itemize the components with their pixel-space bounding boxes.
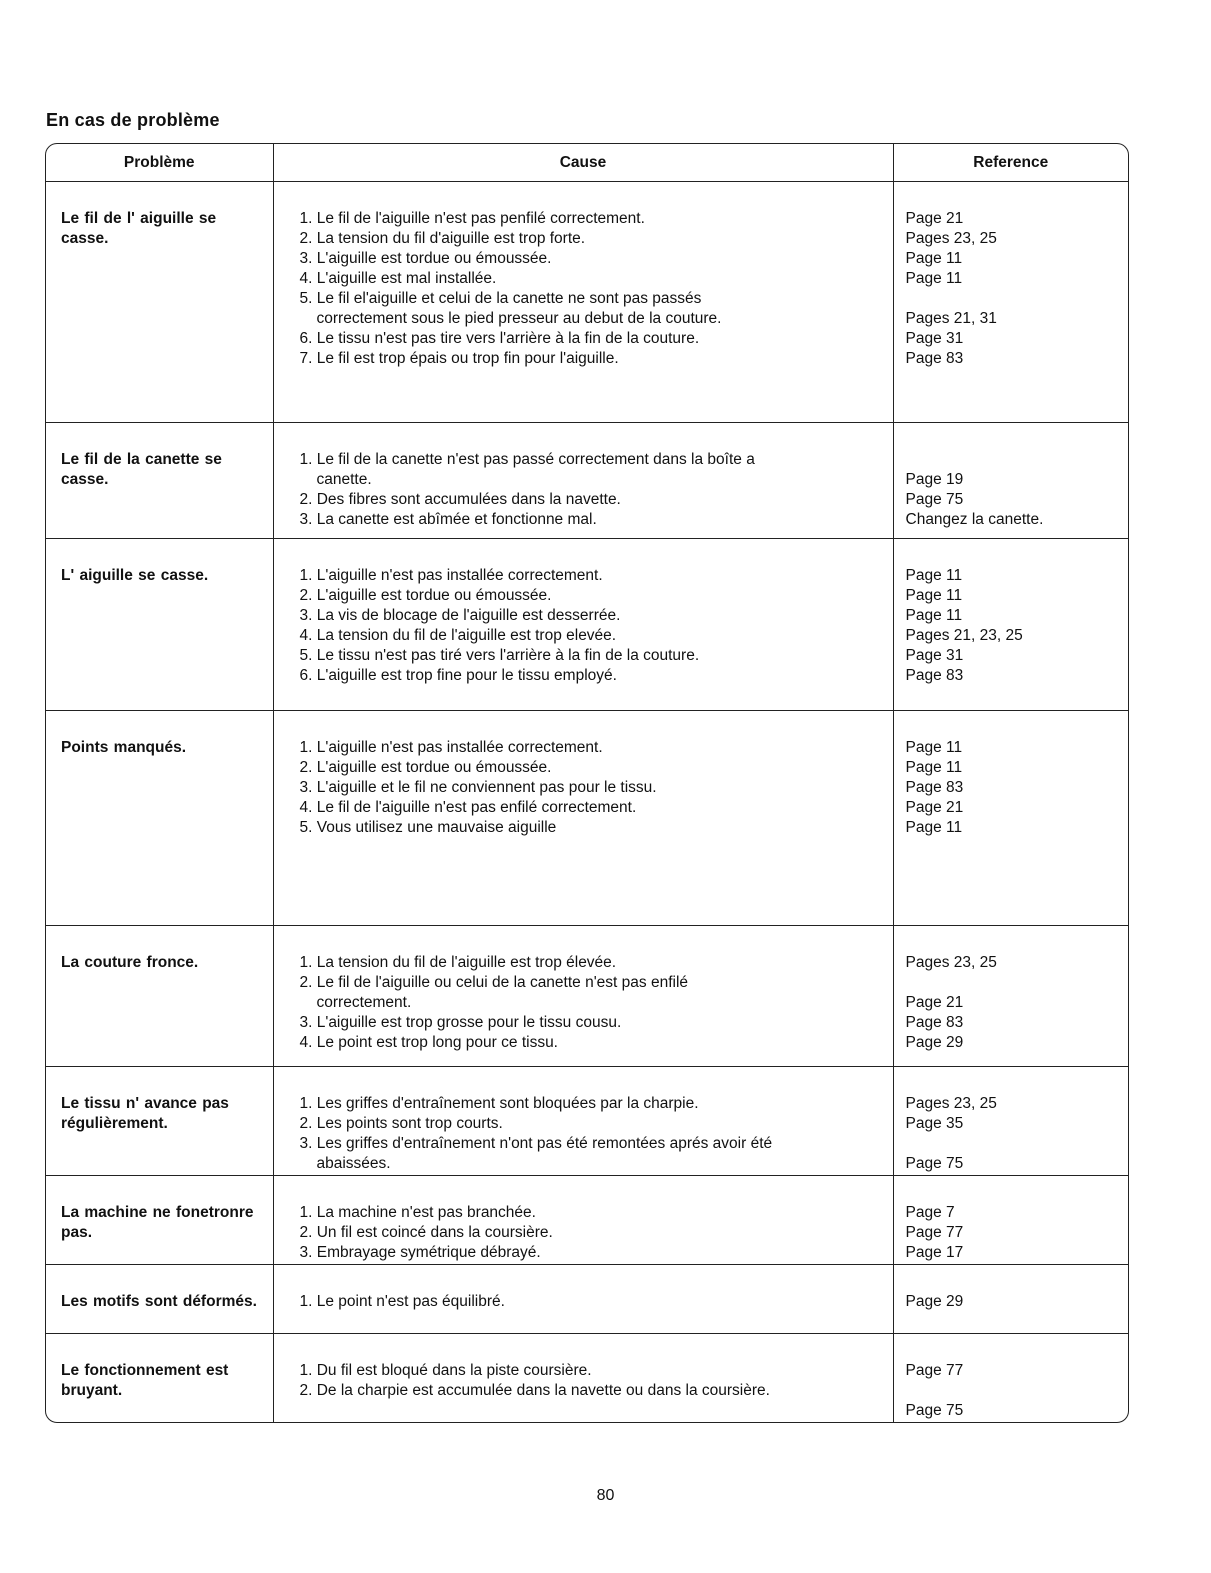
reference-line: Page 83 — [905, 1014, 964, 1031]
table-row — [46, 423, 1128, 539]
cause-line: 4. Le fil de l'aiguille n'est pas enfilé correctement. — [299, 799, 637, 816]
cause-cell — [273, 182, 893, 423]
reference-line: Pages 21, 23, 25 — [905, 627, 1023, 644]
cause-line: 2. L'aiguille est tordue ou émoussée. — [299, 587, 552, 604]
reference-line: Page 83 — [905, 667, 964, 684]
cause-line: 3. L'aiguille est trop grosse pour le tissu cousu. — [299, 1014, 622, 1031]
reference-line: Pages 23, 25 — [905, 230, 997, 247]
reference-cell — [893, 182, 1128, 423]
reference-line: Page 83 — [905, 779, 964, 796]
cause-line: 5. Vous utilisez une mauvaise aiguille — [299, 819, 557, 836]
reference-line: Page 83 — [905, 350, 964, 367]
reference-line: Page 11 — [905, 739, 963, 756]
reference-line — [906, 1381, 1128, 1401]
cause-cell — [273, 926, 893, 1067]
reference-line: Page 29 — [905, 1034, 964, 1051]
problem-cell: Le fil de l' aiguille se casse. — [61, 210, 217, 247]
cause-cell — [273, 711, 893, 926]
table-row — [46, 1334, 1128, 1423]
reference-line: Pages 23, 25 — [905, 1095, 997, 1112]
reference-line — [906, 973, 1128, 993]
cause-line: 1. Le fil de la canette n'est pas passé correctement dans la boîte a — [299, 451, 755, 468]
cause-line: 3. L'aiguille est tordue ou émoussée. — [299, 250, 552, 267]
cause-line: 3. La canette est abîmée et fonctionne mal. — [299, 511, 597, 528]
cause-line: 4. La tension du fil de l'aiguille est trop elevée. — [299, 627, 617, 644]
reference-cell — [893, 1265, 1128, 1334]
cause-line: 1. Les griffes d'entraînement sont bloquées par la charpie. — [299, 1095, 699, 1112]
reference-cell — [893, 423, 1128, 539]
reference-line: Page 11 — [905, 270, 963, 287]
reference-line: Pages 21, 31 — [905, 310, 997, 327]
cause-line: 1. Le fil de l'aiguille n'est pas penfilé correctement. — [299, 210, 645, 227]
reference-cell — [893, 926, 1128, 1067]
reference-line — [906, 289, 1128, 309]
cause-line: 1. L'aiguille n'est pas installée correctement. — [299, 567, 603, 584]
table-header-row — [46, 144, 1128, 182]
reference-line: Changez la canette. — [905, 511, 1044, 528]
cause-line: 6. L'aiguille est trop fine pour le tissu employé. — [299, 667, 617, 684]
cause-line: 5. Le tissu n'est pas tiré vers l'arrière à la fin de la couture. — [299, 647, 700, 664]
reference-cell — [893, 711, 1128, 926]
cause-line: 3. L'aiguille et le fil ne conviennent pas pour le tissu. — [299, 779, 657, 796]
cause-line: 3. Les griffes d'entraînement n'ont pas été remontées aprés avoir été — [299, 1135, 773, 1152]
table-row — [46, 1067, 1128, 1176]
cause-line: 2. Des fibres sont accumulées dans la navette. — [299, 491, 621, 508]
problem-cell: La machine ne fonetronre pas. — [46, 1176, 273, 1265]
cause-line: 6. Le tissu n'est pas tire vers l'arrière à la fin de la couture. — [299, 330, 700, 347]
table-row — [46, 1265, 1128, 1334]
header-cause: Cause — [273, 144, 893, 182]
cause-cell — [273, 1334, 893, 1423]
reference-line: Page 11 — [905, 250, 963, 267]
reference-line: Page 75 — [905, 491, 964, 508]
reference-line: Page 19 — [905, 471, 964, 488]
troubleshooting-table — [45, 143, 1129, 1423]
page-number: 80 — [596, 1487, 615, 1504]
cause-line: 1. La machine n'est pas branchée. — [299, 1204, 536, 1221]
table-row — [46, 182, 1128, 423]
problem-cell: Le fonctionnement est bruyant. — [46, 1334, 273, 1423]
cause-line: correctement. — [316, 994, 412, 1011]
cause-line: abaissées. — [316, 1155, 391, 1172]
table-row — [46, 1176, 1128, 1265]
cause-cell — [273, 1265, 893, 1334]
table-row — [46, 711, 1128, 926]
reference-line: Page 11 — [905, 567, 963, 584]
reference-cell — [893, 1176, 1128, 1265]
problem-cell: L' aiguille se casse. — [46, 539, 273, 711]
cause-line: 2. Un fil est coincé dans la coursière. — [299, 1224, 553, 1241]
reference-line: Page 11 — [905, 607, 963, 624]
reference-line: Page 29 — [905, 1293, 964, 1310]
cause-line: 2. La tension du fil d'aiguille est trop forte. — [299, 230, 586, 247]
reference-line: Page 11 — [905, 587, 963, 604]
cause-line: 7. Le fil est trop épais ou trop fin pour l'aiguille. — [299, 350, 619, 367]
cause-line: 2. De la charpie est accumulée dans la navette ou dans la coursière. — [299, 1382, 770, 1399]
cause-line: 2. Le fil de l'aiguille ou celui de la canette n'est pas enfilé — [299, 974, 689, 991]
cause-line: 5. Le fil el'aiguille et celui de la canette ne sont pas passés — [299, 290, 702, 307]
reference-line: Page 17 — [905, 1244, 964, 1261]
header-reference: Reference — [893, 144, 1128, 182]
reference-cell — [893, 539, 1128, 711]
reference-line: Page 21 — [905, 994, 964, 1011]
cause-line: 2. L'aiguille est tordue ou émoussée. — [299, 759, 552, 776]
table-row — [46, 539, 1128, 711]
reference-line: Pages 23, 25 — [905, 954, 997, 971]
page-title: En cas de problème — [46, 110, 220, 130]
reference-line: Page 31 — [905, 330, 964, 347]
cause-line: correctement sous le pied presseur au debut de la couture. — [316, 310, 722, 327]
problem-cell: Le fil de la canette se casse. — [46, 423, 273, 539]
problem-cell: La couture fronce. — [46, 926, 273, 1067]
cause-line: 1. L'aiguille n'est pas installée correctement. — [299, 739, 603, 756]
reference-line: Page 21 — [905, 210, 964, 227]
table-row — [46, 926, 1128, 1067]
cause-line: 2. Les points sont trop courts. — [299, 1115, 503, 1132]
cause-cell — [273, 539, 893, 711]
cause-line: 1. Le point n'est pas équilibré. — [299, 1293, 505, 1310]
cause-cell — [273, 1176, 893, 1265]
cause-line: canette. — [316, 471, 372, 488]
reference-line: Page 21 — [905, 799, 964, 816]
reference-line: Page 7 — [905, 1204, 955, 1221]
reference-cell — [893, 1067, 1128, 1176]
reference-line: Page 31 — [905, 647, 964, 664]
reference-line: Page 75 — [905, 1402, 964, 1419]
reference-line — [906, 450, 1128, 470]
cause-line: 3. Embrayage symétrique débrayé. — [299, 1244, 541, 1261]
cause-line: 3. La vis de blocage de l'aiguille est desserrée. — [299, 607, 621, 624]
cause-cell — [273, 423, 893, 539]
reference-line: Page 11 — [905, 759, 963, 776]
cause-line: 4. L'aiguille est mal installée. — [299, 270, 497, 287]
problem-cell: Le tissu n' avance pas régulièrement. — [46, 1067, 273, 1176]
reference-line: Page 75 — [905, 1155, 964, 1172]
reference-line: Page 11 — [905, 819, 963, 836]
reference-line — [906, 1134, 1128, 1154]
reference-cell — [893, 1334, 1128, 1423]
cause-cell — [273, 1067, 893, 1176]
cause-line: 1. La tension du fil de l'aiguille est trop élevée. — [299, 954, 617, 971]
problem-cell: Les motifs sont déformés. — [46, 1265, 273, 1334]
cause-line: 1. Du fil est bloqué dans la piste coursière. — [299, 1362, 592, 1379]
cause-line: 4. Le point est trop long pour ce tissu. — [299, 1034, 558, 1051]
reference-line: Page 77 — [905, 1224, 964, 1241]
reference-line: Page 35 — [905, 1115, 964, 1132]
problem-cell: Points manqués. — [46, 711, 273, 926]
reference-line: Page 77 — [905, 1362, 964, 1379]
header-problem: Problème — [46, 144, 273, 182]
